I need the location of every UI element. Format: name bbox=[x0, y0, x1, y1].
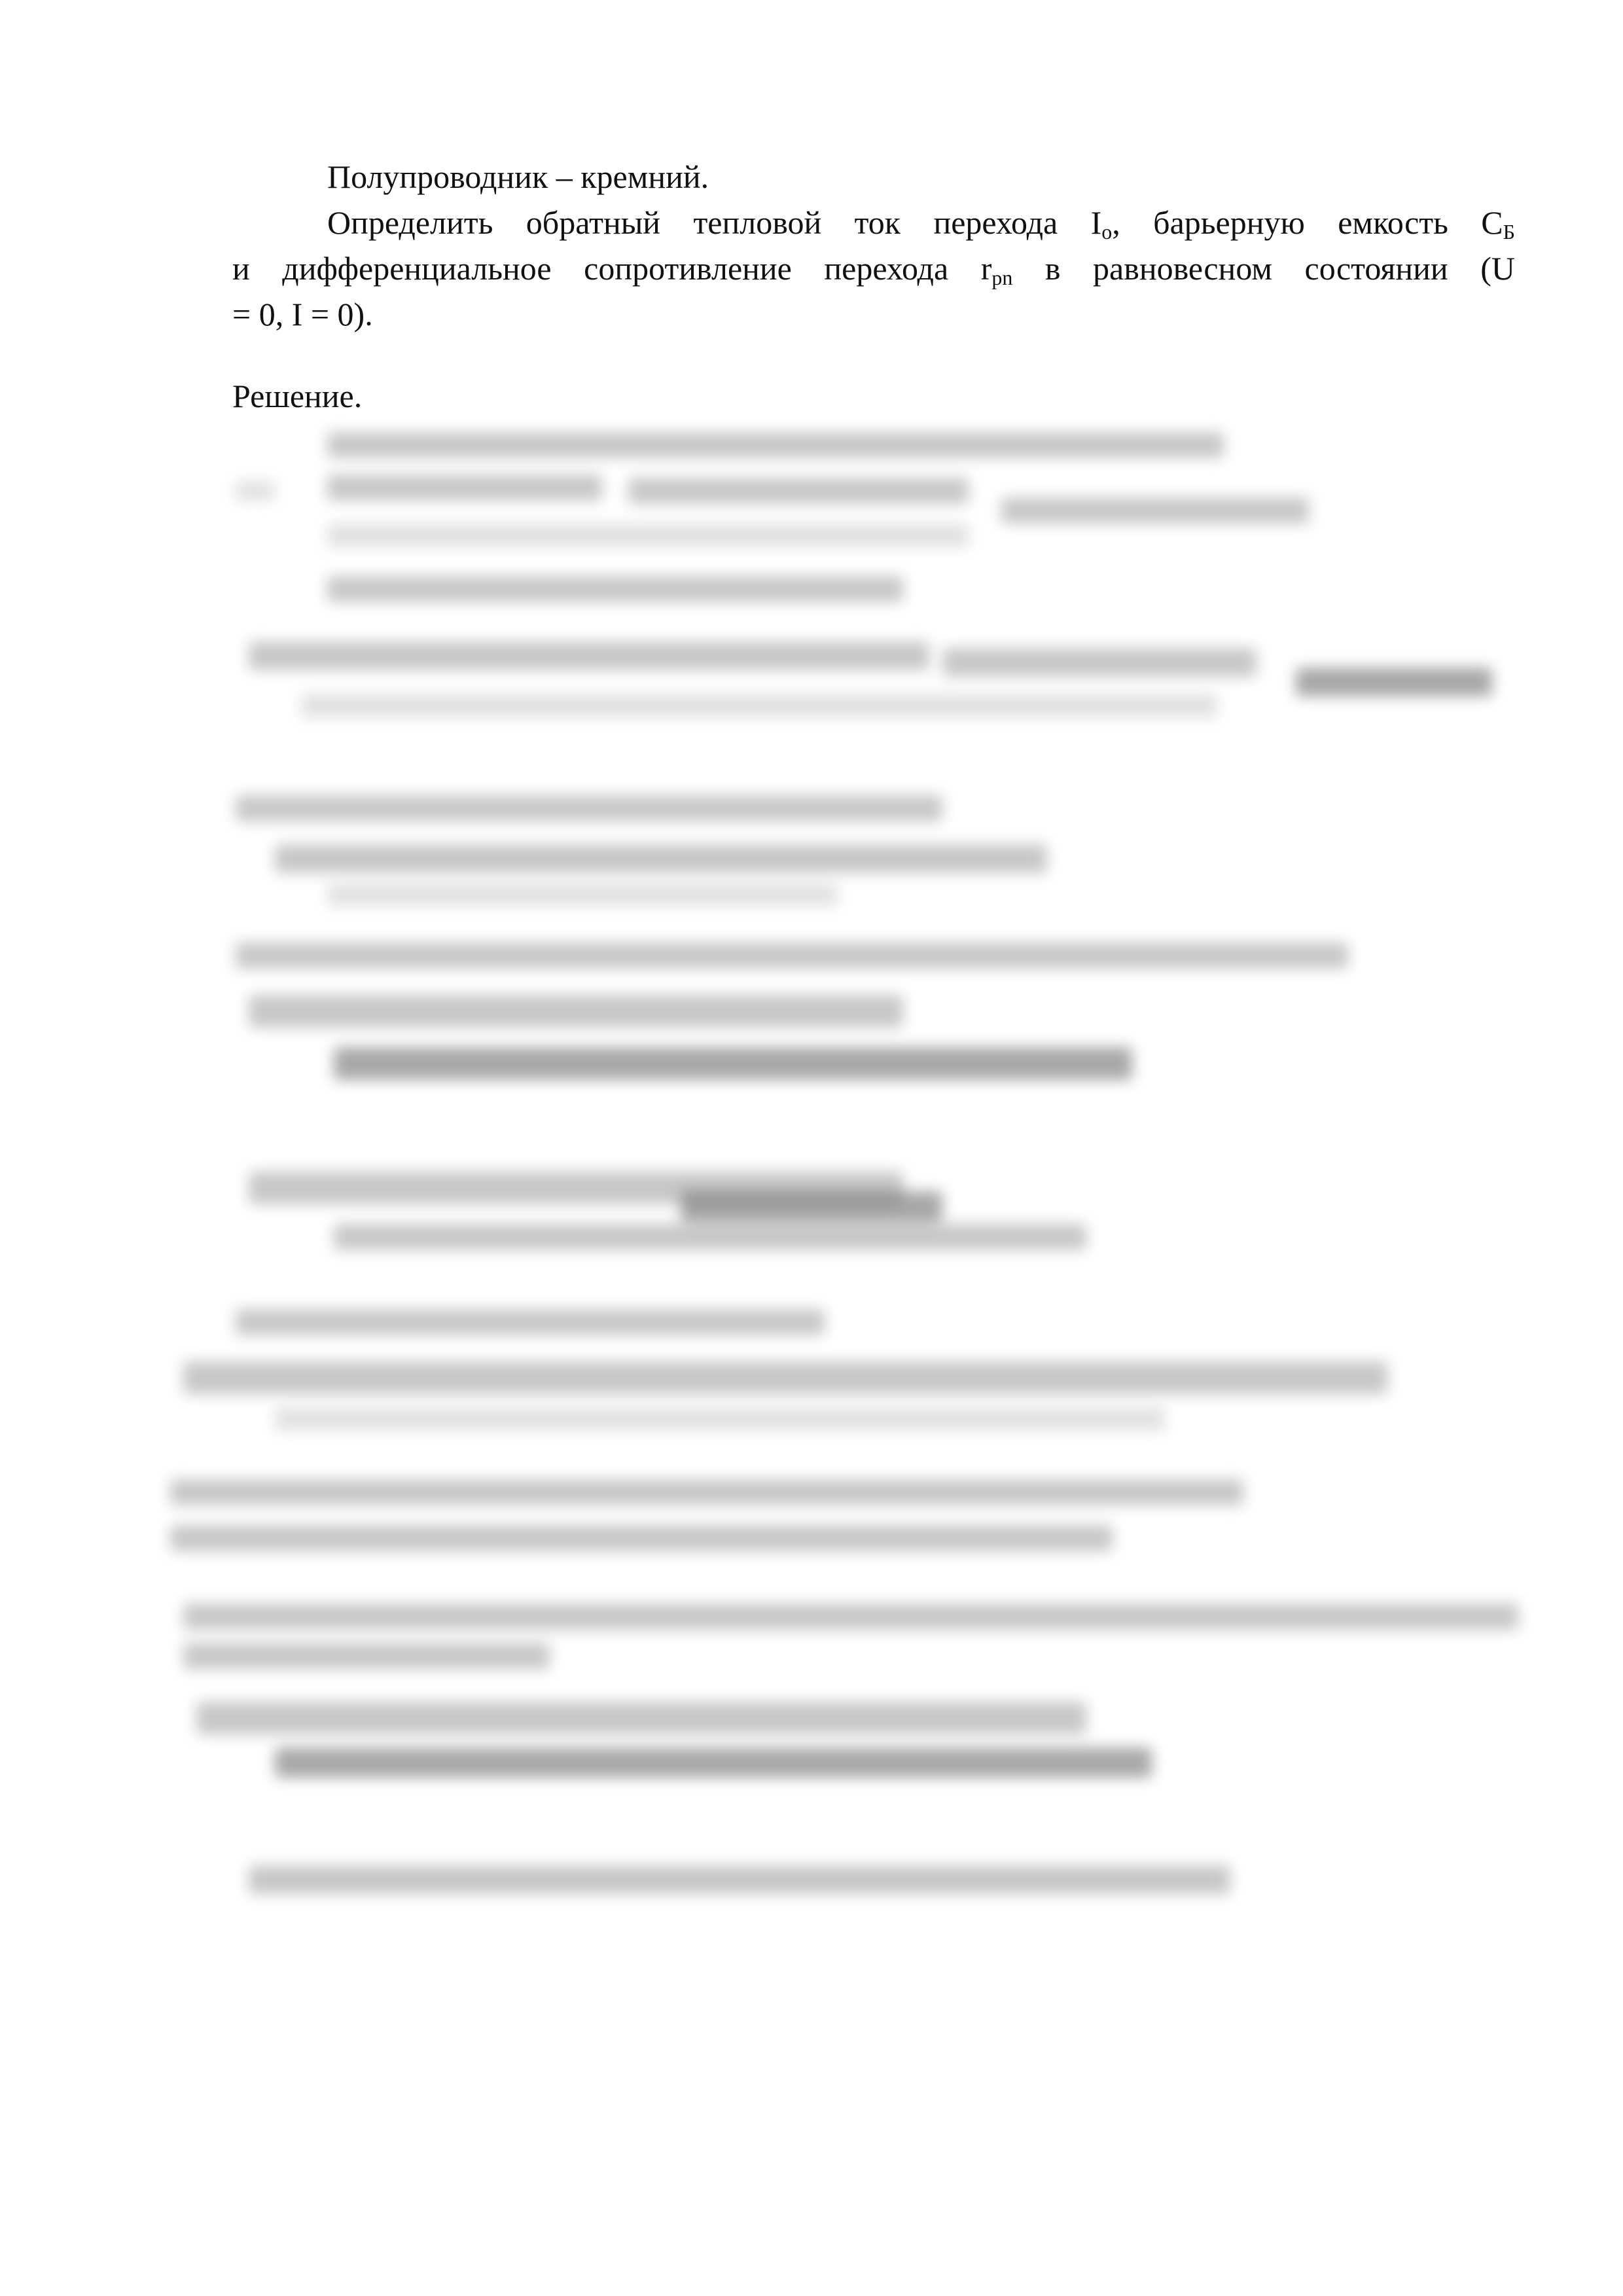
blurred-formula bbox=[681, 1191, 942, 1224]
blurred-text-line bbox=[327, 576, 903, 602]
problem-line-4 bbox=[232, 295, 373, 334]
line-text: Полупроводник – кремний. bbox=[327, 158, 709, 195]
blurred-formula bbox=[196, 1702, 1086, 1734]
blurred-formula bbox=[249, 641, 929, 670]
line-text: = 0, I = 0). bbox=[232, 296, 373, 332]
blurred-formula bbox=[942, 648, 1257, 677]
blurred-text-line bbox=[183, 1604, 1518, 1630]
blurred-text-line bbox=[236, 942, 1348, 969]
blurred-formula bbox=[236, 481, 275, 501]
blurred-text-line bbox=[170, 1525, 1113, 1551]
blurred-formula bbox=[249, 1865, 1230, 1894]
blurred-formula bbox=[275, 1748, 1152, 1778]
subscript: pn bbox=[991, 266, 1013, 289]
blurred-formula bbox=[301, 694, 1217, 717]
blurred-solution-body bbox=[170, 419, 1531, 1924]
blurred-formula bbox=[183, 1361, 1387, 1394]
problem-line-1 bbox=[327, 157, 709, 196]
blurred-formula bbox=[249, 995, 903, 1028]
subscript: o bbox=[1101, 220, 1113, 243]
blurred-formula bbox=[327, 475, 602, 501]
blurred-text-line bbox=[170, 1479, 1243, 1505]
subscript: Б bbox=[1503, 220, 1516, 243]
blurred-formula bbox=[1001, 497, 1309, 524]
blurred-formula bbox=[334, 1224, 1086, 1250]
problem-line-3 bbox=[232, 249, 1515, 288]
line-text: Определить обратный тепловой ток перехода I bbox=[327, 204, 1102, 241]
heading-text: Решение. bbox=[232, 378, 363, 414]
blurred-formula bbox=[275, 844, 1047, 873]
blurred-formula bbox=[334, 1047, 1132, 1080]
problem-line-2 bbox=[327, 203, 1515, 242]
line-text: , барьерную емкость С bbox=[1112, 204, 1503, 241]
blurred-formula bbox=[1296, 668, 1492, 696]
blurred-text-line bbox=[236, 1309, 825, 1335]
blurred-text-line bbox=[327, 432, 1224, 458]
line-text: и дифференциальное сопротивление перехода r bbox=[232, 250, 992, 287]
solution-heading bbox=[232, 376, 362, 416]
blurred-text-line bbox=[236, 795, 942, 821]
blurred-formula bbox=[327, 884, 838, 906]
line-text: в равновесном состоянии (U bbox=[1012, 250, 1515, 287]
blurred-formula bbox=[628, 478, 969, 504]
blurred-formula bbox=[327, 524, 969, 547]
blurred-text-line bbox=[183, 1643, 550, 1669]
blurred-formula bbox=[275, 1407, 1165, 1431]
